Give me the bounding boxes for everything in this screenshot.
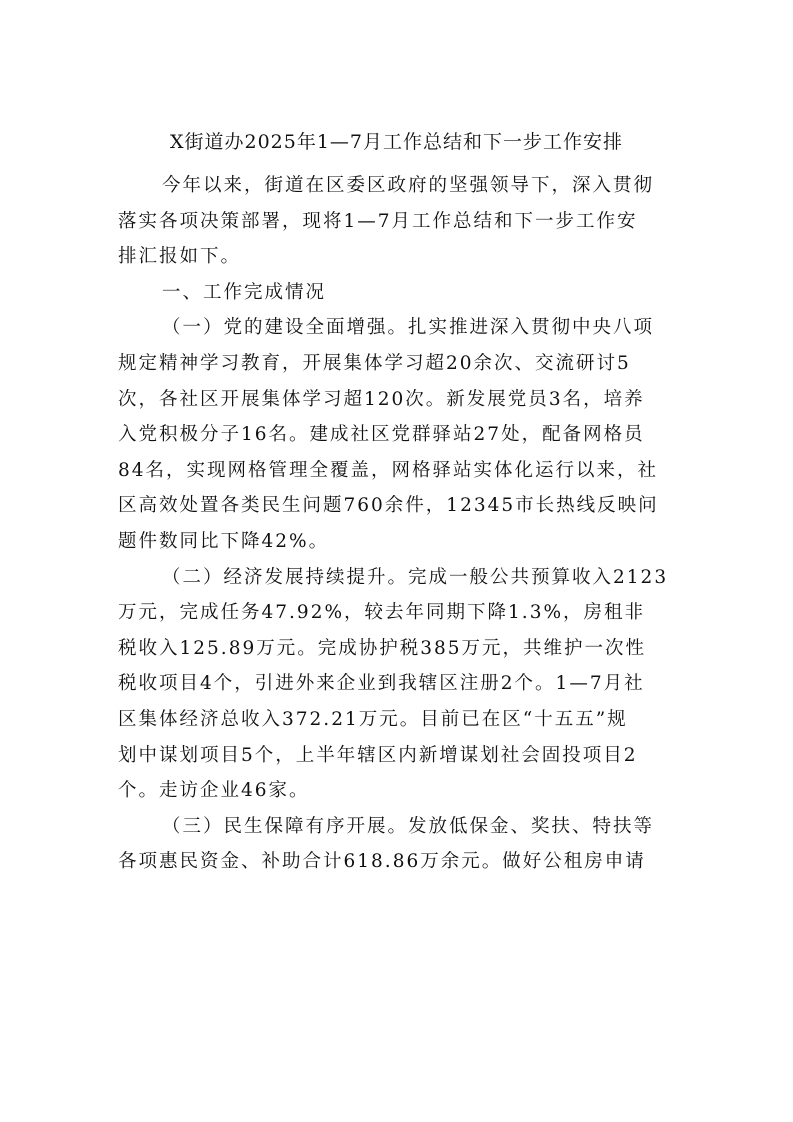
text-line: 税收入125.89万元。完成协护税385万元，共维护一次性 (118, 637, 647, 659)
livelihood-paragraph (118, 809, 678, 880)
text-line: 次，各社区开展集体学习超120次。新发展党员3名，培养 (118, 388, 645, 410)
text-line: （一）党的建设全面增强。扎实推进深入贯彻中央八项 (162, 317, 655, 339)
intro-paragraph (118, 168, 678, 275)
text-line: 一、工作完成情况 (162, 281, 327, 303)
text-line: 落实各项决策部署，现将1—7月工作总结和下一步工作安 (118, 210, 638, 232)
text-line: （二）经济发展持续提升。完成一般公共预算收入2123 (162, 566, 669, 588)
text-line: 万元，完成任务47.92%，较去年同期下降1.3%，房租非 (118, 602, 646, 624)
text-line: 题件数同比下降42%。 (118, 530, 330, 552)
text-line: 84名，实现网格管理全覆盖，网格驿站实体化运行以来，社 (118, 459, 659, 481)
text-line: 入党积极分子16名。建成社区党群驿站27处，配备网格员 (118, 424, 645, 446)
section-heading (118, 275, 678, 311)
document-body (118, 168, 678, 880)
economy-paragraph (118, 560, 678, 809)
text-line: 税收项目4个，引进外来企业到我辖区注册2个。1—7月社 (118, 673, 645, 695)
text-line: 各项惠民资金、补助合计618.86万余元。做好公租房申请 (118, 851, 646, 873)
document-title: X街道办2025年1—7月工作总结和下一步工作安排 (169, 131, 624, 153)
text-line: 今年以来，街道在区委区政府的坚强领导下，深入贯彻 (162, 175, 655, 196)
text-line: 排汇报如下。 (118, 246, 242, 268)
text-line: 个。走访企业46家。 (118, 780, 310, 802)
text-line: 区高效处置各类民生问题760余件，12345市长热线反映问 (118, 495, 659, 517)
text-line: 规定精神学习教育，开展集体学习超20余次、交流研讨5 (118, 352, 631, 374)
party-building-paragraph (118, 310, 678, 559)
text-line: （三）民生保障有序开展。发放低保金、奖扶、特扶等 (162, 815, 655, 837)
text-line: 区集体经济总收入372.21万元。目前已在区“十五五”规 (118, 708, 628, 730)
text-line: 划中谋划项目5个，上半年辖区内新增谋划社会固投项目2 (118, 744, 638, 766)
